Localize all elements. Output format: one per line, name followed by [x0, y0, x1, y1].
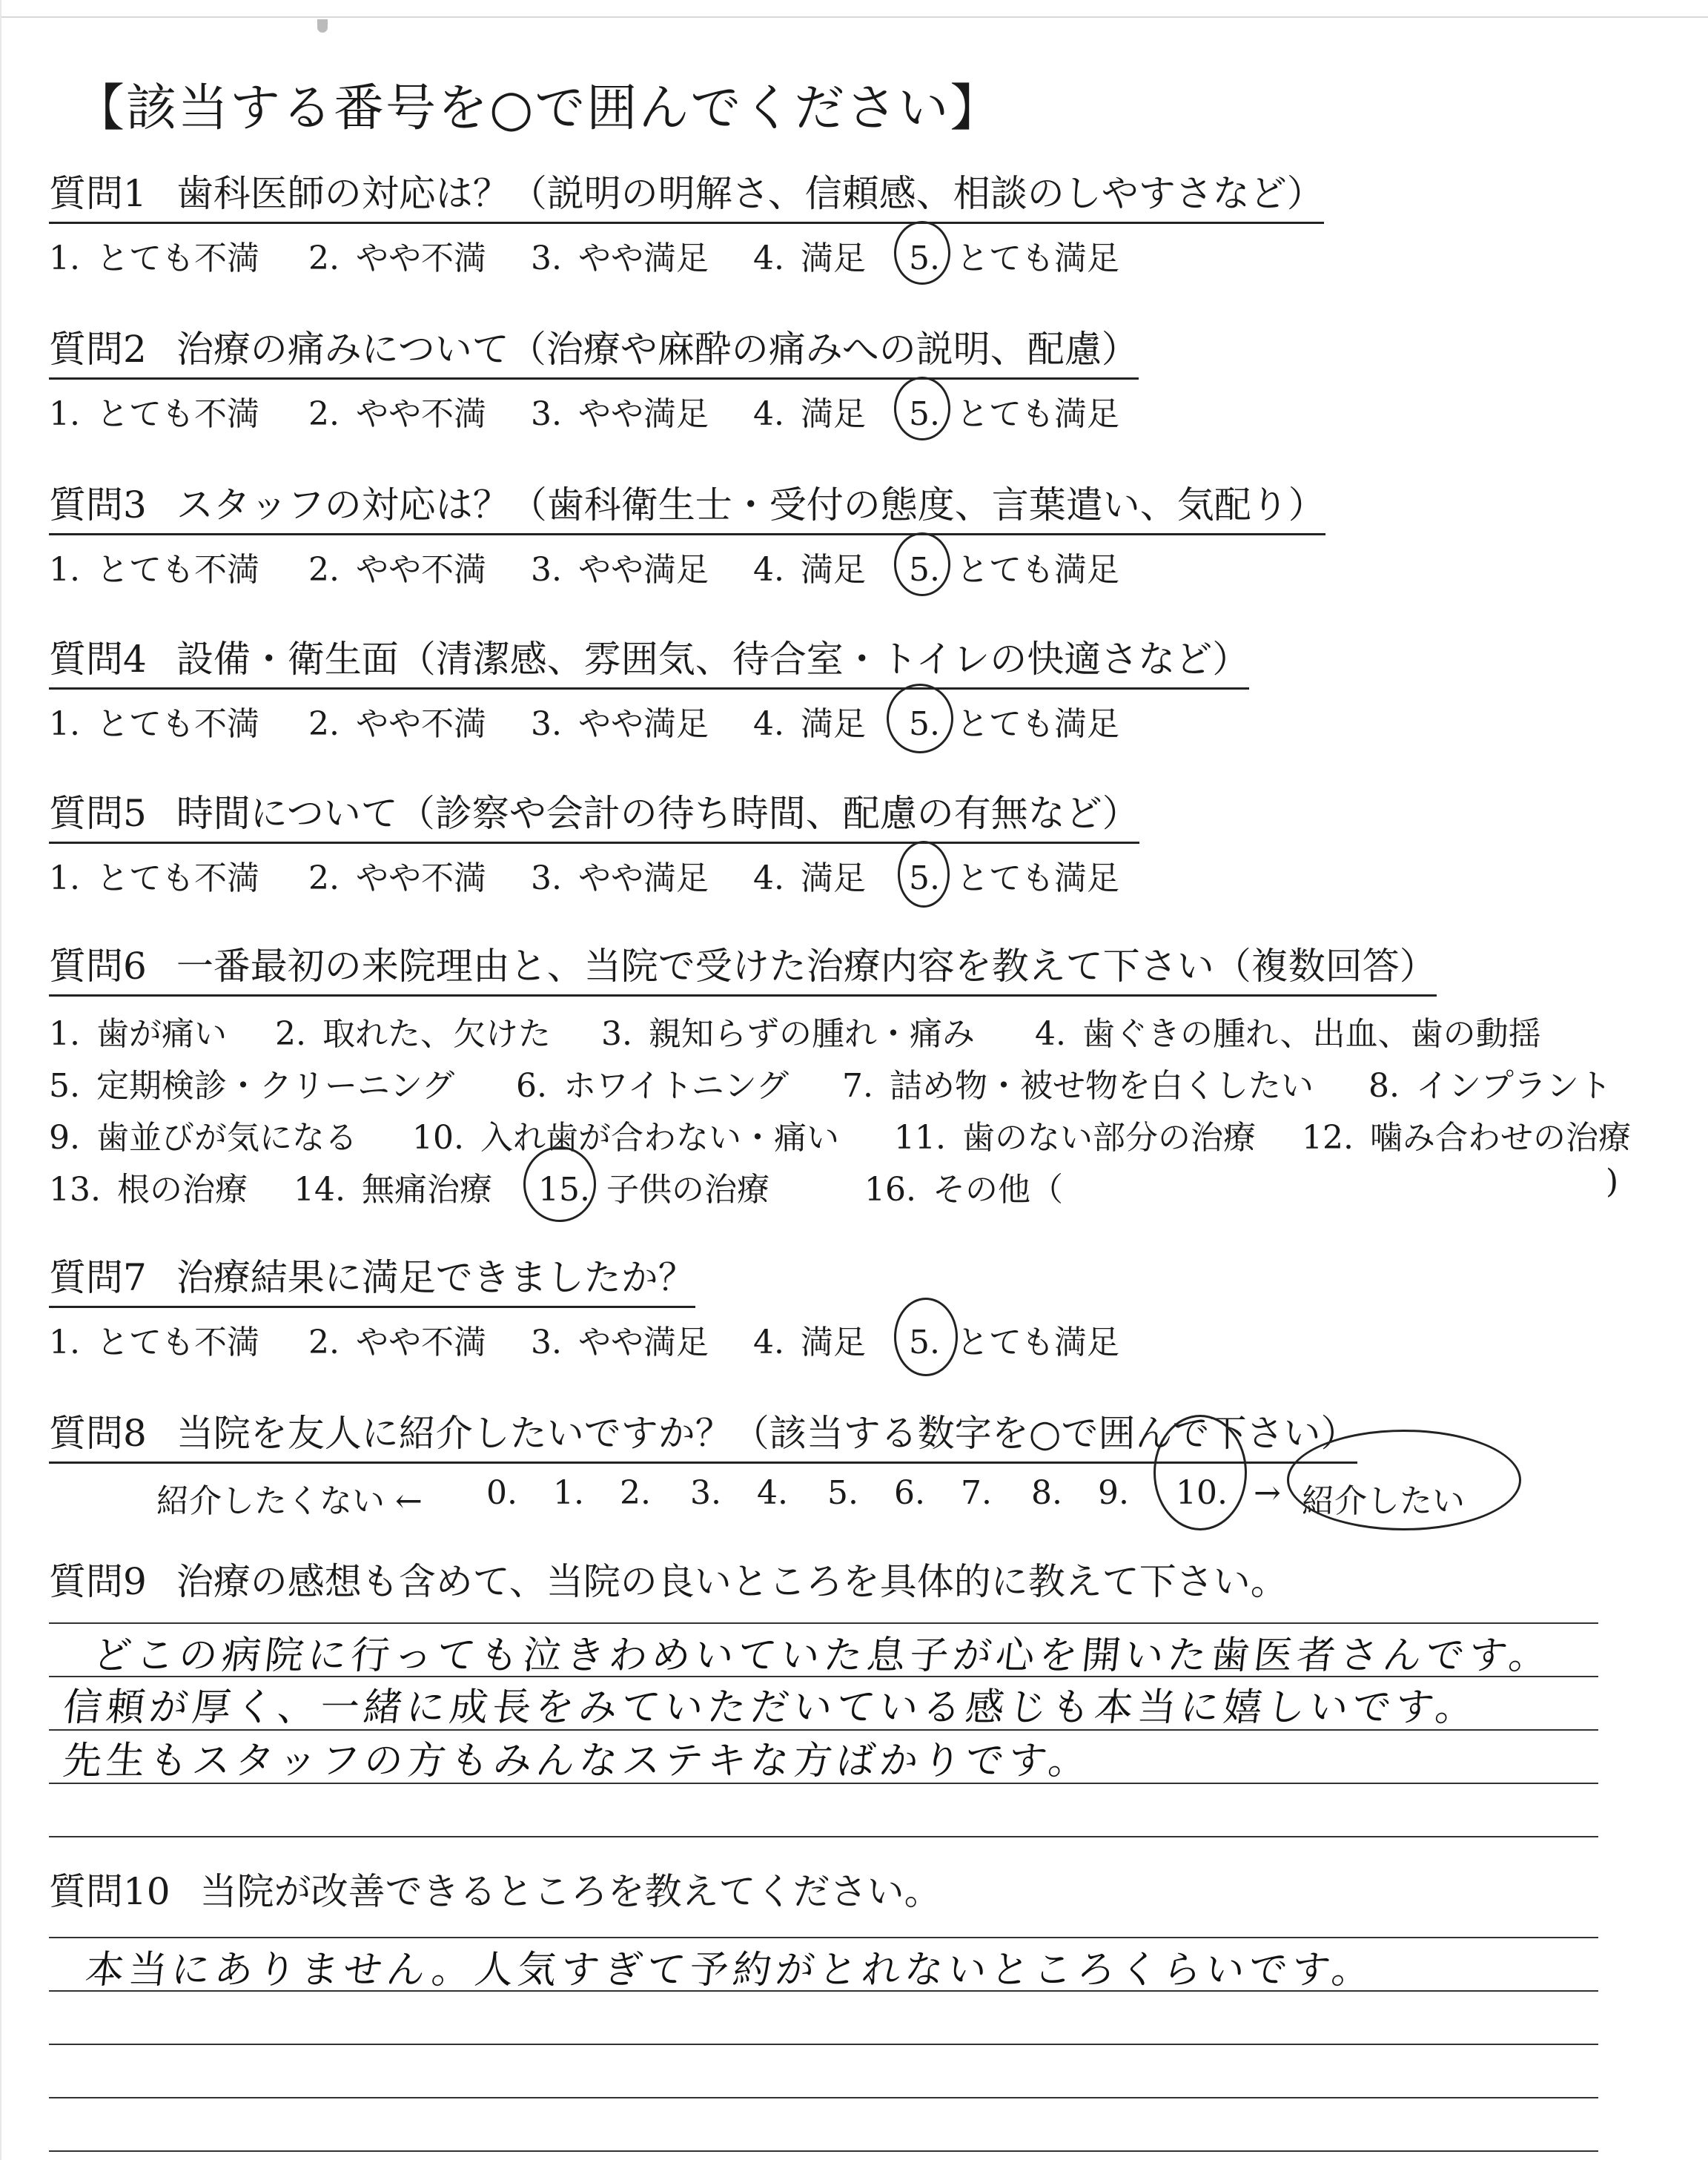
question-10	[49, 1869, 1643, 1920]
q4-selection-circle	[887, 684, 953, 753]
q2-option-3[interactable]: 3. やや満足	[531, 394, 709, 433]
q6-option-9[interactable]: 9. 歯並びが気になる	[49, 1118, 357, 1157]
q2-option-2[interactable]: 2. やや不満	[308, 394, 486, 433]
q6-row-3	[49, 1111, 1643, 1163]
q8-score-0[interactable]: 0.	[486, 1473, 517, 1512]
question-8	[49, 1410, 1643, 1533]
question-7-number: 質問7	[49, 1256, 147, 1299]
question-4-number: 質問4	[49, 638, 147, 681]
q6-option-16[interactable]: 16. その他（	[864, 1170, 1063, 1209]
q5-option-5[interactable]: 5. とても満足	[909, 859, 1119, 897]
q1-option-2[interactable]: 2. やや不満	[308, 239, 486, 277]
q4-option-4[interactable]: 4. 満足	[753, 704, 866, 743]
q8-label-circle	[1287, 1430, 1521, 1530]
q8-scale	[49, 1474, 1643, 1533]
q10-handwritten-line-1: 本当にありません。人気すぎて予約がとれないところくらいです。	[83, 1948, 1377, 1992]
q1-option-3[interactable]: 3. やや満足	[531, 239, 709, 277]
q3-selection-circle	[894, 532, 950, 596]
question-5-text: 時間について（診察や会計の待ち時間、配慮の有無など）	[176, 792, 1139, 835]
q8-score-3[interactable]: 3.	[690, 1473, 721, 1512]
q4-option-1[interactable]: 1. とても不満	[49, 704, 259, 743]
question-1-title	[49, 171, 1324, 224]
q8-right-label: 紹介したい	[1302, 1482, 1465, 1520]
scan-edge-top	[0, 16, 1708, 18]
q8-score-1[interactable]: 1.	[553, 1473, 584, 1512]
answer-line	[49, 1836, 1598, 1837]
question-6-number: 質問6	[49, 945, 147, 988]
question-1-text: 歯科医師の対応は？（説明の明解さ、信頼感、相談のしやすさなど）	[176, 172, 1324, 215]
question-1-options	[49, 231, 1643, 276]
q1-option-1[interactable]: 1. とても不満	[49, 239, 259, 277]
q5-option-1[interactable]: 1. とても不満	[49, 859, 259, 897]
q2-option-5[interactable]: 5. とても満足	[909, 394, 1119, 433]
q6-selection-circle	[523, 1146, 596, 1222]
question-5-options	[49, 851, 1643, 896]
q5-option-4[interactable]: 4. 満足	[753, 859, 866, 897]
question-10-title	[49, 1869, 941, 1920]
instruction-header: 【該当する番号を○で囲んでください】	[74, 79, 1002, 138]
q2-selection-circle	[894, 377, 950, 440]
q7-option-5[interactable]: 5. とても満足	[909, 1323, 1119, 1361]
question-2-options	[49, 387, 1643, 432]
question-2-title	[49, 326, 1139, 380]
q9-handwritten-line-3: 先生もスタッフの方もみんなステキな方ばかりです。	[61, 1739, 1094, 1783]
question-6	[49, 943, 1643, 1215]
question-3	[49, 482, 1643, 587]
answer-line	[49, 2044, 1598, 2045]
question-9-text: 治療の感想も含めて、当院の良いところを具体的に教えて下さい。	[176, 1560, 1288, 1603]
q2-option-1[interactable]: 1. とても不満	[49, 394, 259, 433]
q3-option-3[interactable]: 3. やや満足	[531, 550, 709, 589]
q5-option-3[interactable]: 3. やや満足	[531, 859, 709, 897]
question-9-title	[49, 1559, 1288, 1610]
punch-mark	[317, 19, 328, 33]
question-8-text: 当院を友人に紹介したいですか？（該当する数字を○で囲んで下さい）	[176, 1412, 1358, 1455]
question-3-number: 質問3	[49, 483, 147, 526]
q6-row-2	[49, 1059, 1643, 1111]
question-5-title	[49, 790, 1139, 844]
q7-selection-circle	[894, 1298, 958, 1376]
question-5	[49, 790, 1643, 896]
question-7-options	[49, 1315, 1643, 1360]
question-6-title	[49, 943, 1437, 997]
q9-handwritten-line-2: 信頼が厚く、一緒に成長をみていただいている感じも本当に嬉しいです。	[61, 1685, 1481, 1730]
q3-option-4[interactable]: 4. 満足	[753, 550, 866, 589]
question-10-number: 質問10	[49, 1870, 171, 1913]
question-7	[49, 1255, 1643, 1360]
question-4	[49, 636, 1643, 742]
q8-left-label: 紹介したくない ←	[156, 1482, 423, 1520]
scan-edge-left	[0, 0, 1, 2160]
q8-score-10[interactable]: 10.	[1176, 1473, 1228, 1512]
q9-handwritten-line-1: どこの病院に行っても泣きわめいていた息子が心を開いた歯医者さんです。	[90, 1634, 1555, 1678]
q1-selection-circle	[894, 221, 950, 285]
q7-option-1[interactable]: 1. とても不満	[49, 1323, 259, 1361]
question-1-number: 質問1	[49, 172, 147, 215]
q5-option-2[interactable]: 2. やや不満	[308, 859, 486, 897]
answer-line	[49, 2097, 1598, 2098]
q6-option-2[interactable]: 2. 取れた、欠けた	[275, 1014, 551, 1053]
question-9	[49, 1559, 1643, 1610]
q4-option-3[interactable]: 3. やや満足	[531, 704, 709, 743]
q7-option-3[interactable]: 3. やや満足	[531, 1323, 709, 1361]
q6-option-11[interactable]: 11. 歯のない部分の治療	[894, 1118, 1256, 1157]
question-2-number: 質問2	[49, 328, 147, 371]
question-2-text: 治療の痛みについて（治療や麻酔の痛みへの説明、配慮）	[176, 328, 1139, 371]
q6-option-13[interactable]: 13. 根の治療	[49, 1170, 248, 1209]
q8-score-8[interactable]: 8.	[1031, 1473, 1062, 1512]
q6-option-4[interactable]: 4. 歯ぐきの腫れ、出血、歯の動揺	[1035, 1014, 1541, 1053]
question-5-number: 質問5	[49, 792, 147, 835]
question-4-options	[49, 697, 1643, 742]
question-7-text: 治療結果に満足できましたか？	[176, 1256, 695, 1299]
q6-option-3[interactable]: 3. 親知らずの腫れ・痛み	[601, 1014, 975, 1053]
q3-option-2[interactable]: 2. やや不満	[308, 550, 486, 589]
q8-score-6[interactable]: 6.	[894, 1473, 925, 1512]
q6-option-12[interactable]: 12. 噛み合わせの治療	[1302, 1118, 1631, 1157]
question-3-options	[49, 543, 1643, 587]
question-6-options	[49, 1007, 1643, 1215]
question-4-title	[49, 636, 1249, 690]
q6-option-7[interactable]: 7. 詰め物・被せ物を白くしたい	[842, 1066, 1314, 1105]
q8-score-7[interactable]: 7.	[961, 1473, 992, 1512]
q7-option-2[interactable]: 2. やや不満	[308, 1323, 486, 1361]
question-7-title	[49, 1255, 695, 1308]
q6-option-8[interactable]: 8. インプラント	[1368, 1066, 1612, 1105]
question-2	[49, 326, 1643, 432]
q2-option-4[interactable]: 4. 満足	[753, 394, 866, 433]
question-4-text: 設備・衛生面（清潔感、雰囲気、待合室・トイレの快適さなど）	[176, 638, 1250, 681]
q8-score-circle	[1153, 1415, 1247, 1530]
q7-option-4[interactable]: 4. 満足	[753, 1323, 866, 1361]
q6-option-5[interactable]: 5. 定期検診・クリーニング	[49, 1066, 455, 1105]
q6-other-close-paren: )	[1606, 1162, 1619, 1200]
q4-option-2[interactable]: 2. やや不満	[308, 704, 486, 743]
q1-option-5[interactable]: 5. とても満足	[909, 239, 1119, 277]
q4-option-5[interactable]: 5. とても満足	[909, 704, 1119, 743]
q3-option-1[interactable]: 1. とても不満	[49, 550, 259, 589]
question-6-text: 一番最初の来院理由と、当院で受けた治療内容を教えて下さい（複数回答）	[176, 945, 1437, 988]
q8-score-2[interactable]: 2.	[620, 1473, 651, 1512]
question-8-number: 質問8	[49, 1412, 147, 1455]
q6-row-1	[49, 1007, 1643, 1059]
q6-option-10[interactable]: 10. 入れ歯が合わない・痛い	[412, 1118, 839, 1157]
q6-option-15[interactable]: 15. 子供の治療	[538, 1170, 769, 1209]
q6-option-6[interactable]: 6. ホワイトニング	[516, 1066, 790, 1105]
answer-line	[49, 2150, 1598, 2152]
q8-score-9[interactable]: 9.	[1098, 1473, 1129, 1512]
question-1	[49, 171, 1643, 276]
q8-score-4[interactable]: 4.	[757, 1473, 788, 1512]
question-3-title	[49, 482, 1325, 535]
q1-option-4[interactable]: 4. 満足	[753, 239, 866, 277]
q8-score-5[interactable]: 5.	[827, 1473, 858, 1512]
q6-option-14[interactable]: 14. 無痛治療	[294, 1170, 492, 1209]
q6-option-1[interactable]: 1. 歯が痛い	[49, 1014, 227, 1053]
question-9-number: 質問9	[49, 1560, 147, 1603]
q3-option-5[interactable]: 5. とても満足	[909, 550, 1119, 589]
q6-row-4	[49, 1163, 1643, 1215]
question-3-text: スタッフの対応は？（歯科衛生士・受付の態度、言葉遣い、気配り）	[176, 483, 1325, 526]
q5-selection-circle	[898, 841, 950, 908]
question-10-text: 当院が改善できるところを教えてください。	[199, 1870, 941, 1913]
q8-right-arrow: →	[1254, 1473, 1281, 1512]
